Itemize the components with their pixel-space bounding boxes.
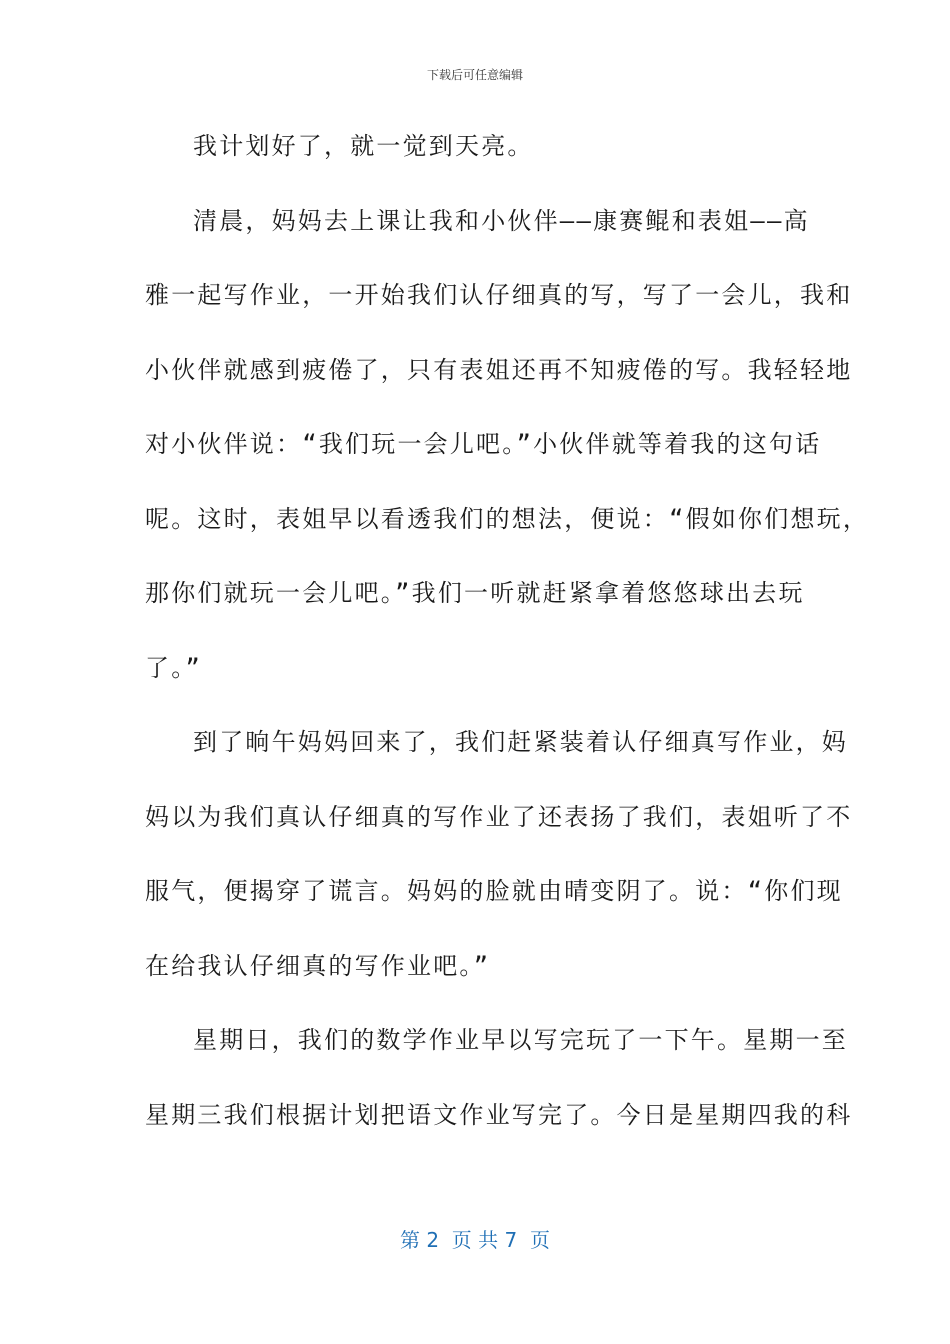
page-number-footer	[0, 1224, 950, 1253]
text-line: 对小伙伴说：“我们玩一会儿吧。”小伙伴就等着我的这句话	[145, 430, 822, 458]
text-line: 星期三我们根据计划把语文作业写完了。今日是星期四我的科	[145, 1100, 853, 1129]
text-line: 到了晌午妈妈回来了，我们赶紧装着认仔细真写作业，妈	[193, 728, 848, 756]
text-line: 星期日，我们的数学作业早以写完玩了一下午。星期一至	[193, 1026, 848, 1054]
text-line: 服气，便揭穿了谎言。妈妈的脸就由晴变阴了。说：“你们现	[145, 877, 843, 905]
text-line: 我计划好了，就一觉到天亮。	[193, 132, 534, 160]
text-line: 小伙伴就感到疲倦了，只有表姐还再不知疲倦的写。我轻轻地	[145, 355, 853, 384]
page-number-text: 第 2 页 共 7 页	[400, 1228, 550, 1252]
text-line: 那你们就玩一会儿吧。”我们一听就赶紧拿着悠悠球出去玩	[145, 579, 805, 607]
text-line: 妈以为我们真认仔细真的写作业了还表扬了我们，表姐听了不	[145, 802, 853, 831]
text-line: 清晨，妈妈去上课让我和小伙伴——康赛鲲和表姐——高	[193, 206, 810, 235]
text-line: 呢。这时，表姐早以看透我们的想法，便说：“假如你们想玩，	[145, 504, 870, 533]
text-line: 雅一起写作业，一开始我们认仔细真的写，写了一会儿，我和	[145, 281, 853, 309]
document-body	[145, 118, 870, 1161]
page-header: 下载后可任意编辑	[426, 68, 523, 82]
text-line: 了。”	[145, 653, 203, 682]
text-line: 在给我认仔细真的写作业吧。”	[145, 951, 491, 980]
